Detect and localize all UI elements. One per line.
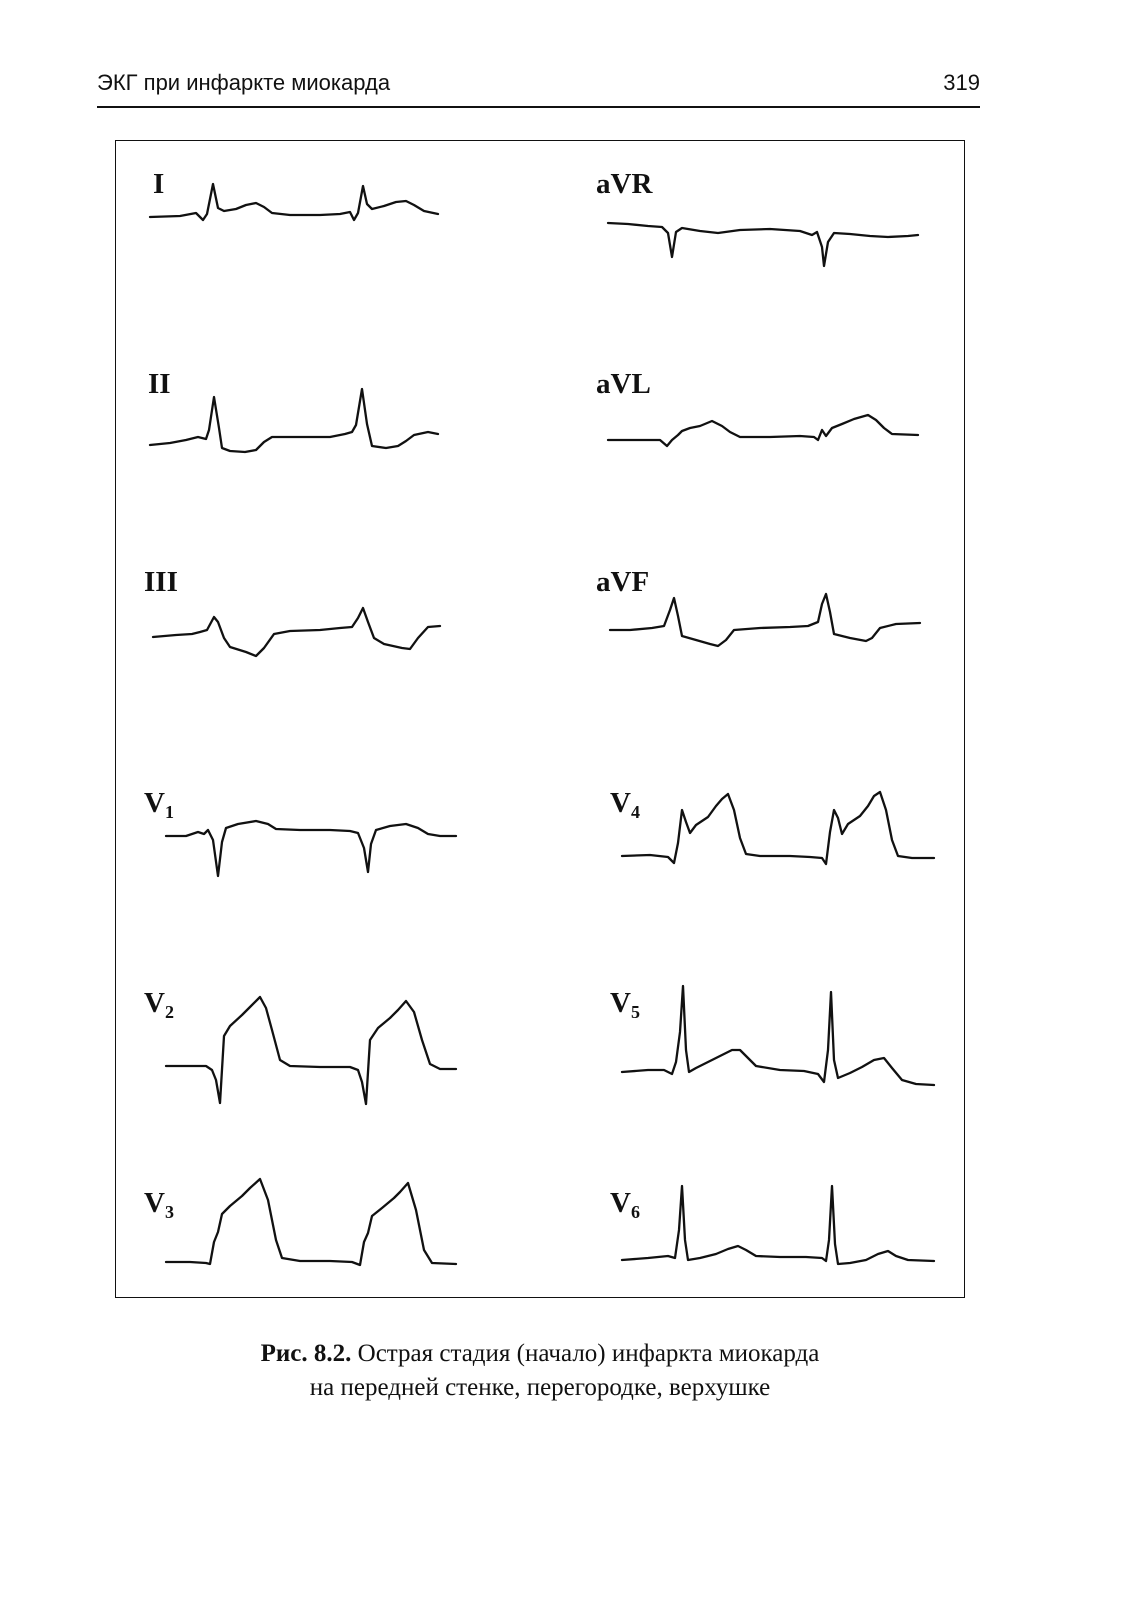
caption-text-1: Острая стадия (начало) инфаркта миокарда (351, 1340, 820, 1367)
lead-label-V5: $V_5$ (610, 987, 640, 1022)
running-title: ЭКГ при инфаркте миокарда (97, 70, 391, 95)
lead-label-V6: $V_6$ (610, 1187, 640, 1222)
lead-label-V2: $V_2$ (144, 987, 174, 1022)
lead-label-V1: $V_1$ (144, 787, 174, 822)
ecg-trace-II (150, 389, 438, 452)
lead-label-III: III (144, 566, 178, 598)
lead-label-II: II (148, 368, 171, 400)
lead-label-aVF: aVF (596, 566, 650, 598)
ecg-trace-I (150, 184, 438, 220)
ecg-trace-V5 (622, 986, 934, 1085)
ecg-trace-V6 (622, 1186, 934, 1264)
ecg-trace-V3 (166, 1179, 456, 1265)
ecg-trace-aVR (608, 223, 918, 266)
figure-number: Рис. 8.2. (260, 1340, 352, 1367)
ecg-trace-V2 (166, 997, 456, 1104)
lead-label-aVL: aVL (596, 368, 651, 400)
figure-caption-line2: на передней стенке, перегородке, верхушке (309, 1374, 771, 1401)
lead-label-aVR: aVR (596, 168, 653, 200)
lead-label-I: I (153, 168, 165, 200)
ecg-trace-aVL (608, 415, 918, 446)
ecg-trace-V4 (622, 792, 934, 864)
lead-label-V4: $V_4$ (610, 787, 640, 822)
ecg-trace-V1 (166, 821, 456, 876)
ecg-trace-III (153, 608, 440, 656)
lead-label-V3: $V_3$ (144, 1187, 174, 1222)
ecg-trace-aVF (610, 594, 920, 646)
figure-caption-line1 (115, 1340, 965, 1368)
page-number: 319 (943, 70, 980, 95)
